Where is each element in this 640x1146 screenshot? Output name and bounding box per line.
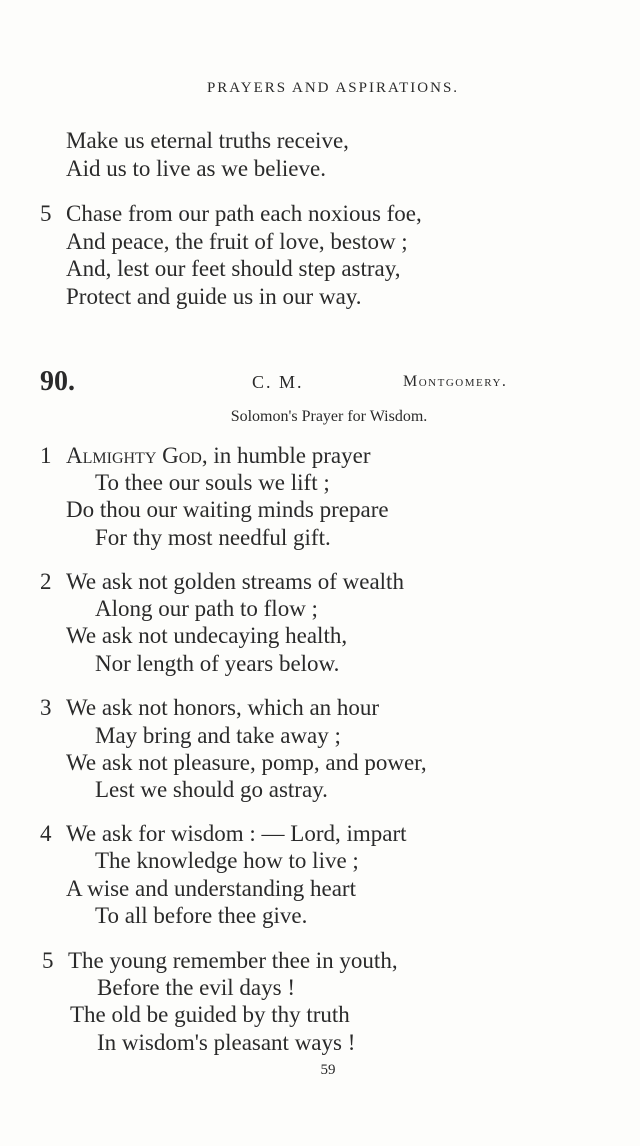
verse-line: The young remember thee in youth, xyxy=(68,948,398,973)
verse-line: To thee our souls we lift ; xyxy=(95,470,330,495)
verse-line: Before the evil days ! xyxy=(97,975,295,1000)
running-head: PRAYERS AND ASPIRATIONS. xyxy=(206,80,460,96)
hymn-title: Solomon's Prayer for Wisdom. xyxy=(230,408,428,425)
verse-line: And peace, the fruit of love, bestow ; xyxy=(66,229,408,254)
verse-line: May bring and take away ; xyxy=(95,723,341,748)
verse-line: Nor length of years below. xyxy=(95,651,340,676)
verse-line: We ask not pleasure, pomp, and power, xyxy=(66,750,427,775)
small-caps-opening: Almighty God, xyxy=(66,443,208,468)
hymn-number: 90. xyxy=(40,366,75,397)
verse-line: We ask not golden streams of wealth xyxy=(66,569,404,594)
verse-line: To all before thee give. xyxy=(95,903,308,928)
verse-line: We ask not honors, which an hour xyxy=(66,695,380,720)
verse-line xyxy=(66,443,370,469)
verse-line: Lest we should go astray. xyxy=(95,777,328,802)
verse-line: Do thou our waiting minds prepare xyxy=(66,497,389,522)
verse-line: Aid us to live as we believe. xyxy=(66,156,326,181)
verse-line: We ask for wisdom : — Lord, impart xyxy=(66,821,407,846)
verse-line: We ask not undecaying health, xyxy=(66,623,348,648)
stanza-number: 1 xyxy=(40,443,52,468)
stanza-number: 3 xyxy=(40,695,52,720)
stanza-number: 5 xyxy=(42,948,54,973)
verse-line: The old be guided by thy truth xyxy=(70,1002,350,1027)
hymn-meter: C. M. xyxy=(252,372,304,392)
hymn-author: Montgomery. xyxy=(403,373,508,390)
stanza-number: 4 xyxy=(40,821,52,846)
stanza-number: 5 xyxy=(40,201,52,226)
verse-line: The knowledge how to live ; xyxy=(95,848,359,873)
stanza-number: 2 xyxy=(40,569,52,594)
verse-line: Make us eternal truths receive, xyxy=(66,128,349,153)
verse-line: And, lest our feet should step astray, xyxy=(66,256,401,281)
verse-line: In wisdom's pleasant ways ! xyxy=(97,1030,356,1055)
verse-line: Protect and guide us in our way. xyxy=(66,284,362,309)
page-number: 59 xyxy=(320,1062,336,1078)
verse-text: in humble prayer xyxy=(207,443,371,468)
verse-line: For thy most needful gift. xyxy=(95,525,331,550)
verse-line: Along our path to flow ; xyxy=(95,596,318,621)
verse-line: A wise and understanding heart xyxy=(66,876,356,901)
verse-line: Chase from our path each noxious foe, xyxy=(66,201,422,226)
